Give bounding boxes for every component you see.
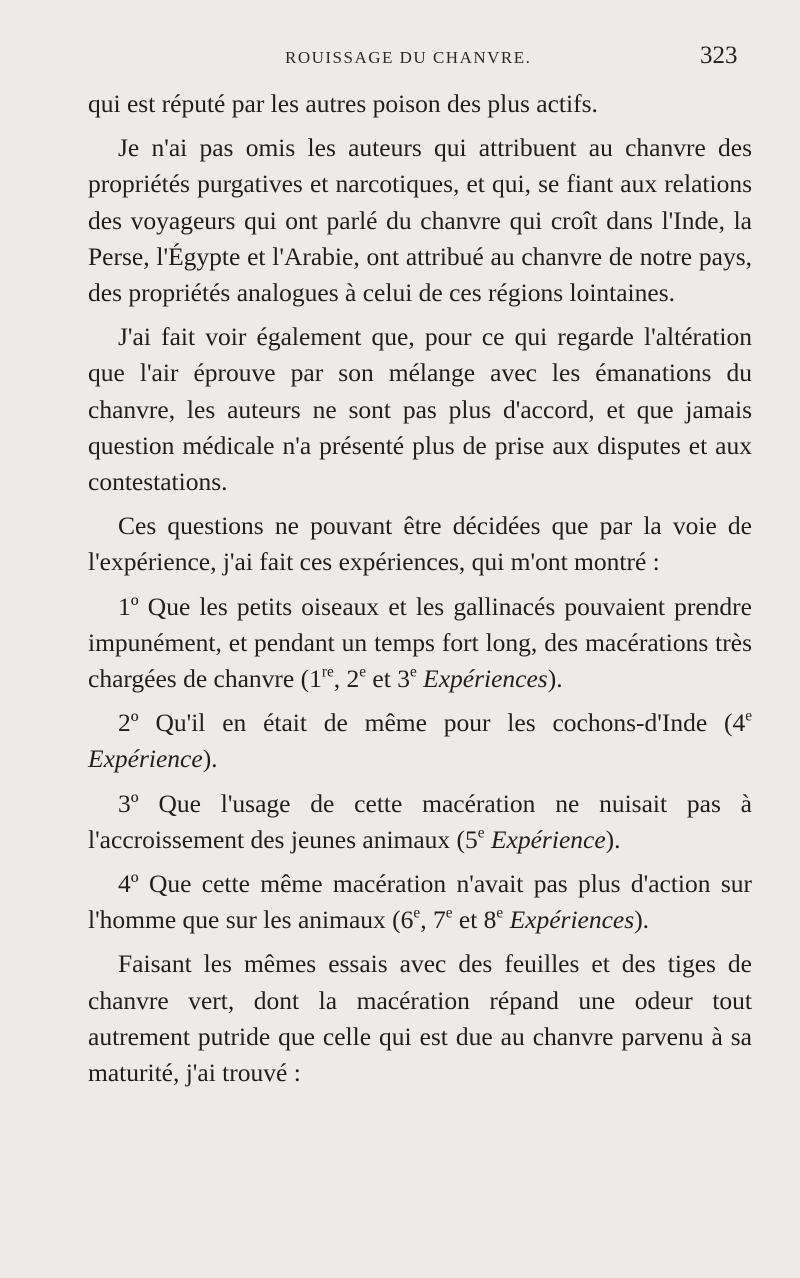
finding-2: 2º Qu'il en était de même pour les cochons-d'Inde (4e Expérience). (88, 707, 752, 774)
paragraph-authors: Je n'ai pas omis les auteurs qui attribuent au chanvre des propriétés purgatives et narcotiques, et qui, se fiant aux relations des voyageurs qui ont parlé du chanvre qui croît dans l'Inde, la Perse, l'Égypte et l'Arabie, ont attribué au chanvre de notre pays, des propriétés analogues à celui de ces régions lointaines. (88, 133, 752, 308)
finding-3: 3º Que l'usage de cette macération ne nuisait pas à l'accroissement des jeunes animaux (5e Expérience). (88, 788, 752, 854)
paragraph-green-hemp: Faisant les mêmes essais avec des feuilles et des tiges de chanvre vert, dont la macération répand une odeur tout autrement putride que celle qui est due au chanvre parvenu à sa maturité, j'ai trouvé : (88, 949, 752, 1088)
finding-1: 1º Que les petits oiseaux et les gallinacés pouvaient prendre impunément, et pendant un temps fort long, des macérations très chargées de chanvre (1re, 2e et 3e Expériences). (88, 591, 752, 694)
paragraph-questions: Ces questions ne pouvant être décidées que par la voie de l'expérience, j'ai fait ces expériences, qui m'ont montré : (88, 511, 752, 577)
page-header (0, 44, 800, 74)
running-title: ROUISSAGE DU CHANVRE. (285, 48, 532, 67)
finding-4: 4º Que cette même macération n'avait pas plus d'action sur l'homme que sur les animaux (6e, 7e et 8e Expériences). (88, 869, 752, 935)
paragraph-air-alteration: J'ai fait voir également que, pour ce qui regarde l'altération que l'air éprouve par son mélange avec les émanations du chanvre, les auteurs ne sont pas plus d'accord, et que jamais question médicale n'a présenté plus de prise aux disputes et aux contestations. (88, 322, 752, 497)
paragraph-continuation: qui est réputé par les autres poison des plus actifs. (88, 89, 598, 118)
body-text (88, 86, 752, 1091)
page-number: 323 (700, 42, 738, 69)
